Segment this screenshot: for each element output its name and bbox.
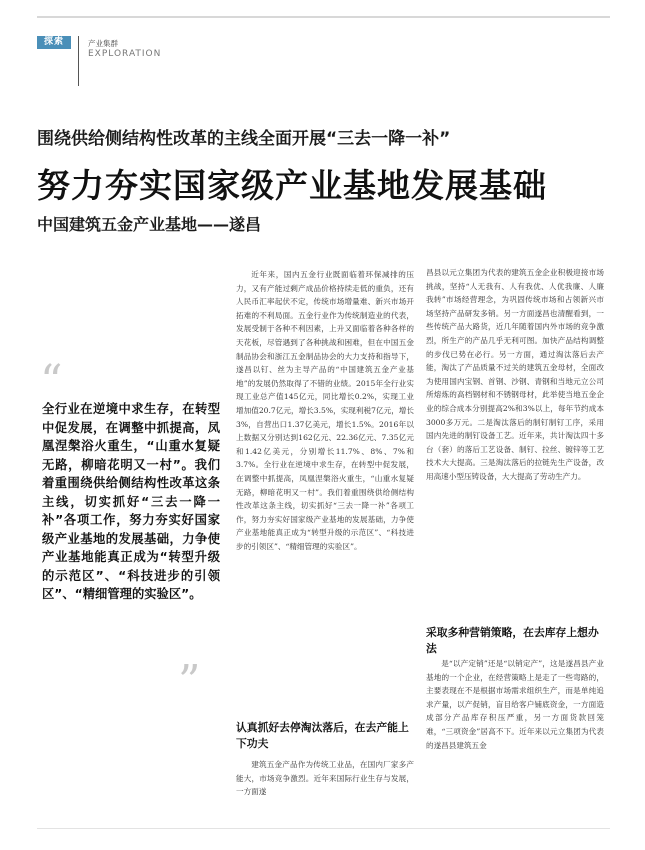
body-paragraph: 近年来，国内五金行业既面临着环保减排的压力，又有产能过剩产成品价格持续走低的重负，还有人民币汇率起伏不定，传统市场增量难、新兴市场开拓难的不利局面。五金行业作为传统制造业的代表，发展受制于各种不利因素，上升又面临着各种各样的天花板，尽管遇到了各种挑战和困难，但在中国五金制品协会和浙江五金制品协会的大力支持和指导下，遂昌以钉、丝为主导产品的“中国建筑五金产业基地”的发展仍然取得了不错的业绩。2015年全行业实现工业总产值145亿元，同比增长0.2%，实现工业增加值20.7亿元，增长3.5%，实现利税7亿元，增长3%，自营出口1.37亿美元，增长1.5%。2016年以上数据又分别达到162亿元、22.36亿元、7.35亿元和1.42亿美元，分别增长11.7%、8%、7%和3.7%。全行业在逆境中求生存，在转型中促发展，在调整中抓提高，凤凰涅槃浴火重生，“山重水复疑无路，柳暗花明又一村”。我们着重围绕供给侧结构性改革这条主线，切实抓好“三去一降一补”各项工作，努力夯实好国家级产业基地的发展基础，力争使产业基地能真正成为“转型升级的示范区”、“科技进步的引领区”、“精细管理的实验区”。 xyxy=(236,270,414,551)
body-paragraph: 建筑五金产品作为传统工业品，在国内厂家多产能大，市场竞争激烈。近年来国际行业生存与发展，一方面遂 xyxy=(236,760,414,797)
header-divider xyxy=(78,36,79,86)
body-paragraph: 是“以产定销”还是“以销定产”，这是遂昌县产业基地的一个企业，在经营策略上是走了一些弯路的，主要表现在不是根据市场需求组织生产，而是单纯追求产量，以产促销，盲目给客户铺底资金，一方面造成部分产品库存积压严重，另一方面货款回笼难，“三项资金”居高不下。近年来以元立集团为代表的遂昌县建筑五金 xyxy=(426,659,604,750)
article-kicker: 围绕供给侧结构性改革的主线全面开展“三去一降一补” xyxy=(37,129,451,149)
section-tag: 探索 xyxy=(37,36,71,49)
section-name-cn: 产业集群 xyxy=(88,39,118,48)
pull-quote: 全行业在逆境中求生存，在转型中促发展，在调整中抓提高，凤凰涅槃浴火重生，“山重水复疑无路，柳暗花明又一村”。我们着重围绕供给侧结构性改革这条主线，切实抓好“三去一降一补”各项工作，努力夯实好国家级产业基地的发展基础，力争使产业基地能真正成为“转型升级的示范区”、“科技进步的引领区”、“精细管理的实验区”。 xyxy=(42,402,220,601)
top-rule xyxy=(37,16,610,18)
section-heading-capacity: 认真抓好去停淘汰落后，在去产能上下功夫 xyxy=(236,721,409,750)
body-paragraph: 昌县以元立集团为代表的建筑五金企业积极迎接市场挑战，坚持“人无我有、人有我优、人优我廉、人廉我转”市场经营理念，为巩固传统市场和占领新兴市场坚持产品研发多销。另一方面遂昌也清醒看到，一些传统产品大路货，近几年随着国内外市场的竞争激烈，所生产的产品几乎无利可图。加快产品结构调整的步伐已势在必行。另一方面，通过淘汰落后去产能，淘汰了产品质量不过关的建筑五金母材，全面改为使用国内宝钢、首钢、沙钢、青钢和当地元立公司所熔炼的高档钢材和不锈钢母材，此举使当地五金企业的综合成本分别提高2%和3%以上，每年节约成本3000多万元。二是淘汰落后的制钉制钉工序，采用国内先进的制钉设备工艺。近年来，共计淘汰四十多台（套）的落后工艺设备、制钉、拉丝、镀锌等工艺技术大大提高。三是淘汰落后的拉链先生产设备，改用高速小型压铸设备，大大提高了劳动生产力。 xyxy=(426,268,604,481)
section-heading-inventory: 采取多种营销策略，在去库存上想办法 xyxy=(426,626,599,655)
open-quote-icon: “ xyxy=(40,356,63,407)
article-subtitle: 中国建筑五金产业基地——遂昌 xyxy=(37,215,262,234)
close-quote-icon: ” xyxy=(178,656,201,707)
bottom-rule xyxy=(37,828,610,829)
article-title: 努力夯实国家级产业基地发展基础 xyxy=(37,166,547,205)
body-column-1-continued xyxy=(236,758,414,816)
body-column-2-continued xyxy=(426,657,604,817)
body-column-2 xyxy=(426,266,604,586)
body-column-1 xyxy=(236,268,414,708)
section-name-en: EXPLORATION xyxy=(88,49,162,59)
